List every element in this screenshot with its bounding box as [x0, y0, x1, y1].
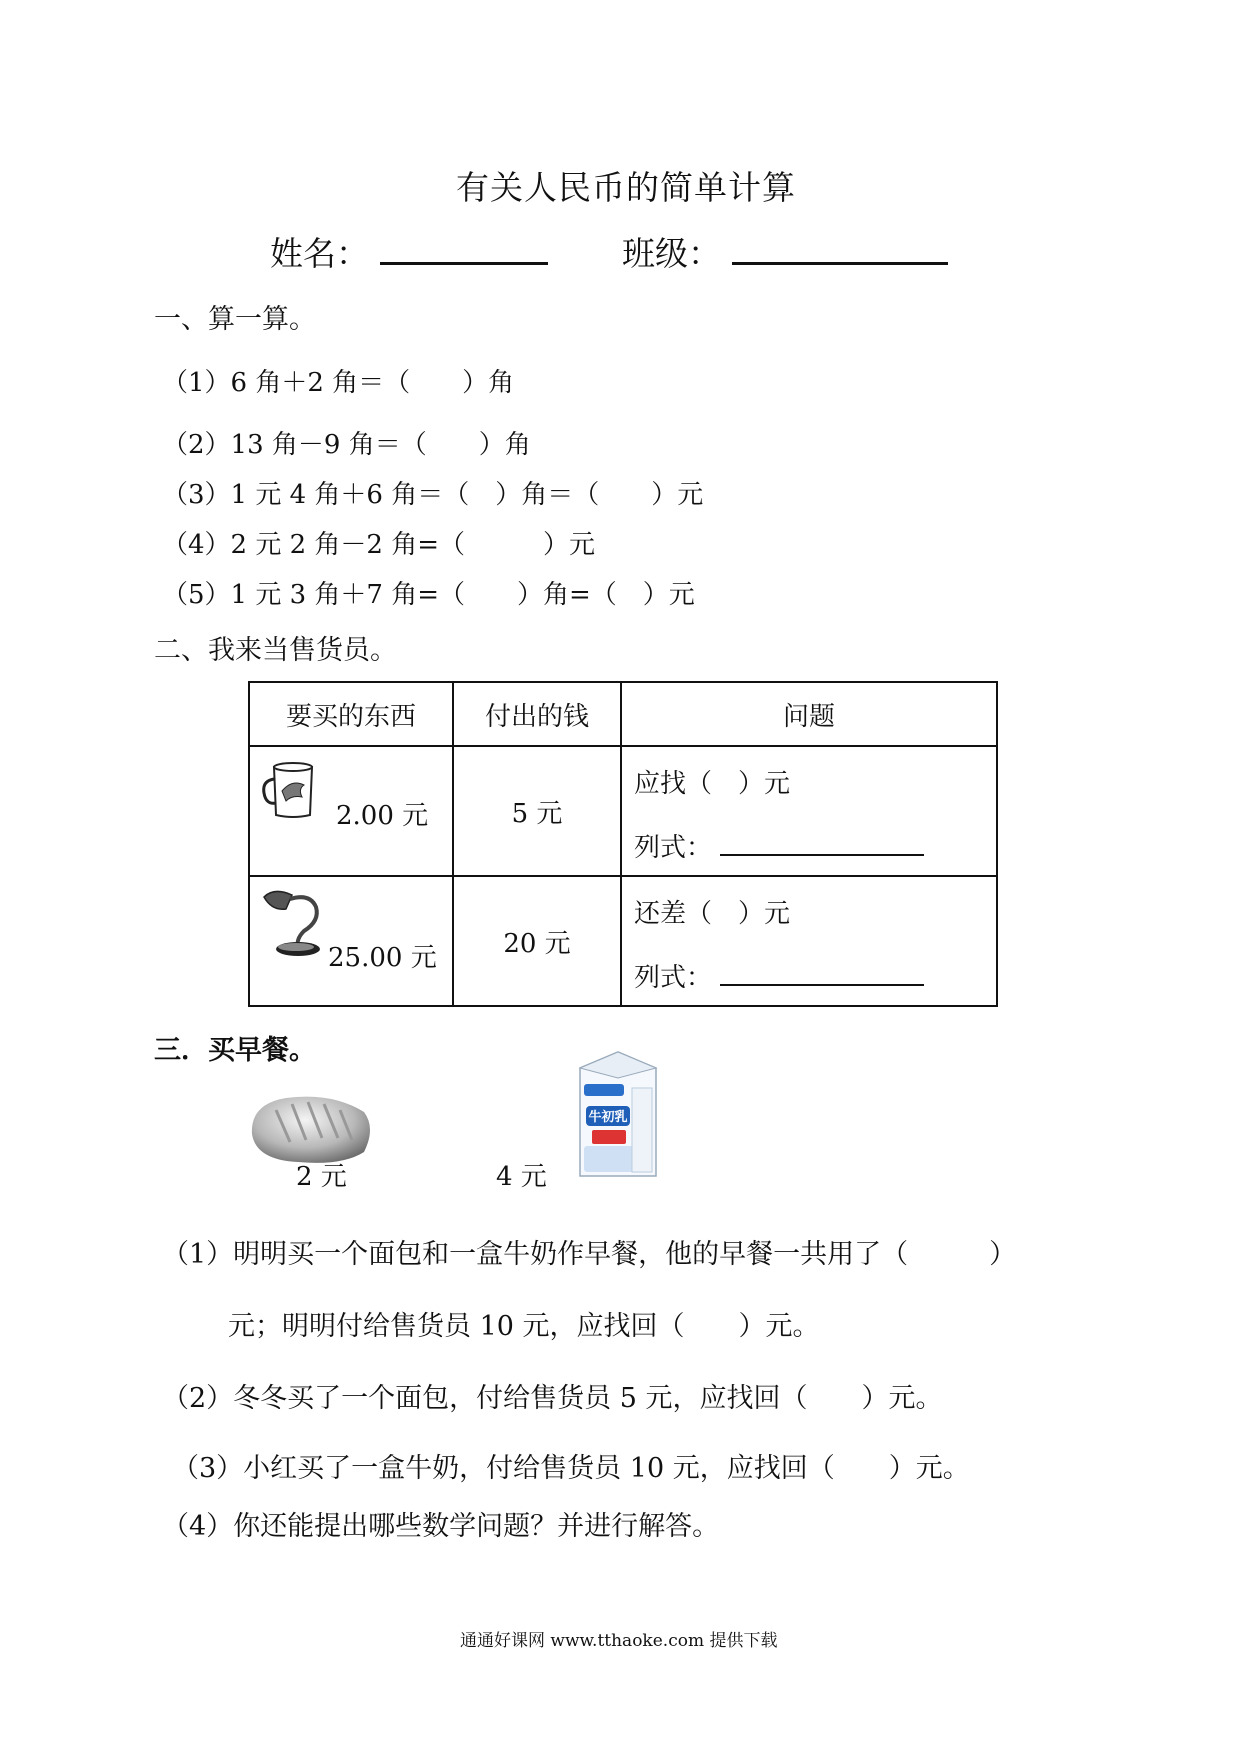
- desk-lamp-icon: [260, 887, 326, 959]
- section2-heading: 二、我来当售货员。: [154, 635, 397, 666]
- name-field-row: [270, 228, 548, 275]
- mug-icon: [262, 761, 324, 821]
- section3-question: （2）冬冬买了一个面包，付给售货员 5 元，应找回（ ）元。: [162, 1383, 943, 1414]
- formula-label: 列式：: [634, 963, 713, 993]
- item-price: 25.00 元: [328, 943, 437, 973]
- footer-credit: 通通好课网 www.tthaoke.com 提供下载: [460, 1631, 778, 1651]
- name-label: 姓名：: [270, 234, 369, 273]
- table-header: 问题: [621, 682, 997, 746]
- table-header: 付出的钱: [453, 682, 621, 746]
- class-blank[interactable]: [732, 232, 948, 265]
- table-header: 要买的东西: [249, 682, 453, 746]
- milk-brand-label: 牛初乳: [588, 1110, 628, 1125]
- question-cell: [621, 746, 997, 876]
- paid-cell: 20 元: [453, 876, 621, 1006]
- section3-question: （1）明明买一个面包和一盒牛奶作早餐，他的早餐一共用了（ ）: [162, 1239, 1017, 1270]
- question-text: 应找（ ）元: [634, 769, 791, 799]
- name-blank[interactable]: [380, 232, 548, 265]
- section1-item: （2）13 角－9 角＝（ ）角: [162, 430, 531, 460]
- table-row: [249, 746, 997, 876]
- class-field-row: [622, 228, 948, 275]
- formula-blank[interactable]: [720, 958, 924, 986]
- formula-label: 列式：: [634, 833, 713, 863]
- section1-item: （4）2 元 2 角－2 角=（ ）元: [162, 530, 596, 560]
- page-title: 有关人民币的简单计算: [456, 168, 796, 207]
- section3-question: 元；明明付给售货员 10 元，应找回（ ）元。: [228, 1311, 820, 1342]
- section1-item: （3）1 元 4 角＋6 角＝（ ）角＝（ ）元: [162, 480, 704, 510]
- formula-blank[interactable]: [720, 828, 924, 856]
- paid-cell: 5 元: [453, 746, 621, 876]
- item-price: 2.00 元: [336, 801, 429, 831]
- section1-item: （1）6 角＋2 角＝（ ）角: [162, 368, 515, 398]
- shop-table: [248, 681, 998, 1007]
- question-cell: [621, 876, 997, 1006]
- section3-question: （4）你还能提出哪些数学问题？并进行解答。: [162, 1511, 720, 1542]
- table-header-row: [249, 682, 997, 746]
- class-label: 班级：: [622, 234, 721, 273]
- section3-question: （3）小红买了一盒牛奶，付给售货员 10 元，应找回（ ）元。: [172, 1453, 970, 1484]
- bread-price: 2 元: [296, 1162, 347, 1192]
- section1-item: （5）1 元 3 角＋7 角=（ ）角=（ ）元: [162, 580, 695, 610]
- milk-price: 4 元: [496, 1162, 547, 1192]
- formula-row: [634, 957, 924, 994]
- formula-row: [634, 827, 924, 864]
- item-cell: [249, 876, 453, 1006]
- question-text: 还差（ ）元: [634, 899, 791, 929]
- section3-heading: 三．买早餐。: [154, 1035, 316, 1066]
- section1-heading: 一、算一算。: [154, 304, 316, 335]
- table-row: [249, 876, 997, 1006]
- item-cell: [249, 746, 453, 876]
- milk-carton-icon: [570, 1048, 666, 1184]
